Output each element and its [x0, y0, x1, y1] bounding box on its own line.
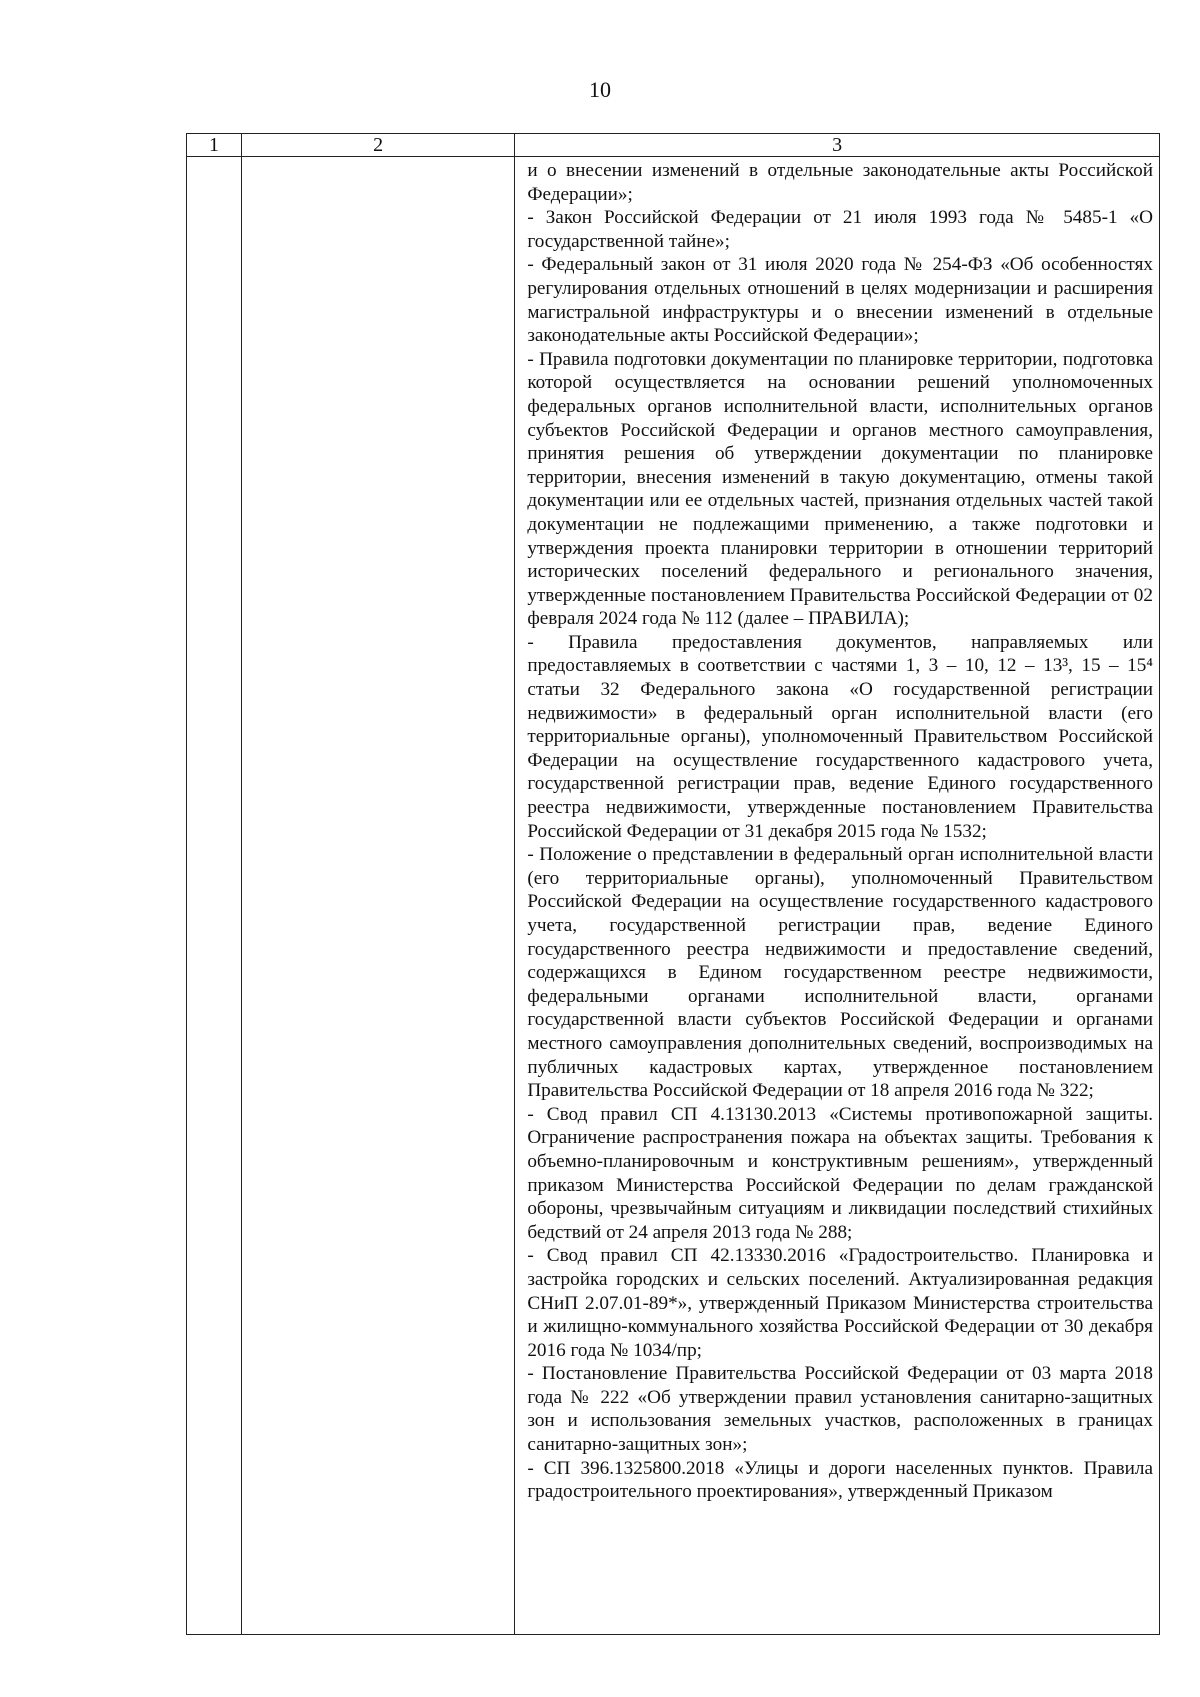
- paragraph-sp-42-13330: - Свод правил СП 42.13330.2016 «Градостроительство. Планировка и застройка городских и сельских поселений. Актуализированная редакция СНиП 2.07.01-89*», утвержденный Приказом Министерства строительства и жилищно-коммунального хозяйства Российской Федерации от 30 декабря 2016 года № 1034/пр;: [527, 1245, 1153, 1361]
- paragraph-sp-396: - СП 396.1325800.2018 «Улицы и дороги населенных пунктов. Правила градостроительного проектирования», утвержденный Приказом: [527, 1457, 1153, 1503]
- paragraph-federal-law-254: - Федеральный закон от 31 июля 2020 года № 254-ФЗ «Об особенностях регулирования отдельных отношений в целях модернизации и расширения магистральной инфраструктуры и о внесении изменений в отдельные законодательные акты Российской Федерации»;: [527, 254, 1153, 347]
- column-header-3: 3: [515, 134, 1160, 157]
- paragraph-document-submission-rules: - Правила предоставления документов, направляемых или предоставляемых в соответствии с частями 1, 3 – 10, 12 – 13³, 15 – 15⁴ статьи 32 Федерального закона «О государственной регистрации недвижимости» в федеральный орган исполнительной власти (его территориальные органы), уполномоченный Правительством Российской Федерации на осуществление государственного кадастрового учета, государственной регистрации прав, ведение Единого государственного реестра недвижимости, утвержденные постановлением Правительства Российской Федерации от 31 декабря 2015 года № 1532;: [527, 631, 1153, 842]
- column-1-cell: [187, 157, 242, 1635]
- paragraph-sp-4-13130: - Свод правил СП 4.13130.2013 «Системы противопожарной защиты. Ограничение распространения пожара на объектах защиты. Требования к объемно-планировочным и конструктивным решениям», утвержденный приказом Министерства Российской Федерации по делам гражданской обороны, чрезвычайным ситуациям и ликвидации последствий стихийных бедствий от 24 апреля 2013 года № 288;: [527, 1103, 1153, 1243]
- document-table: [186, 133, 1160, 1635]
- paragraph-planning-rules: - Правила подготовки документации по планировке территории, подготовка которой осуществляется на основании решений уполномоченных федеральных органов исполнительной власти, исполнительных органов субъектов Российской Федерации и органов местного самоуправления, принятия решения об утверждении документации по планировке территории, внесения изменений в такую документацию, отмены такой документации или ее отдельных частей, признания отдельных частей такой документации не подлежащими применению, а также подготовки и утверждения проекта планировки территории в отношении территорий исторических поселений федерального и регионального значения, утвержденные постановлением Правительства Российской Федерации от 02 февраля 2024 года № 112 (далее – ПРАВИЛА);: [527, 348, 1153, 630]
- paragraph-resolution-222: - Постановление Правительства Российской Федерации от 03 марта 2018 года № 222 «Об утверждении правил установления санитарно-защитных зон и использования земельных участков, расположенных в границах санитарно-защитных зон»;: [527, 1363, 1153, 1456]
- paragraph-cadastral-regulation: - Положение о представлении в федеральный орган исполнительной власти (его территориальные органы), уполномоченный Правительством Российской Федерации на осуществление государственного кадастрового учета, государственной регистрации прав, ведение Единого государственного реестра недвижимости и предоставление сведений, содержащихся в Едином государственном реестре недвижимости, федеральными органами исполнительной власти, органами государственной власти субъектов Российской Федерации и органами местного самоуправления дополнительных сведений, воспроизводимых на публичных кадастровых картах, утвержденное постановлением Правительства Российской Федерации от 18 апреля 2016 года № 322;: [527, 844, 1153, 1102]
- column-header-2: 2: [242, 134, 515, 157]
- page-number: 10: [589, 77, 611, 102]
- column-2-cell: [242, 157, 515, 1635]
- paragraph-state-secret-law: - Закон Российской Федерации от 21 июля 1993 года № 5485-1 «О государственной тайне»;: [527, 207, 1153, 252]
- paragraph-continuation: и о внесении изменений в отдельные законодательные акты Российской Федерации»;: [527, 160, 1153, 205]
- column-header-1: 1: [187, 134, 242, 157]
- table-header-row: [187, 134, 1160, 157]
- column-3-cell: [515, 157, 1160, 1635]
- table-row: [187, 157, 1160, 1635]
